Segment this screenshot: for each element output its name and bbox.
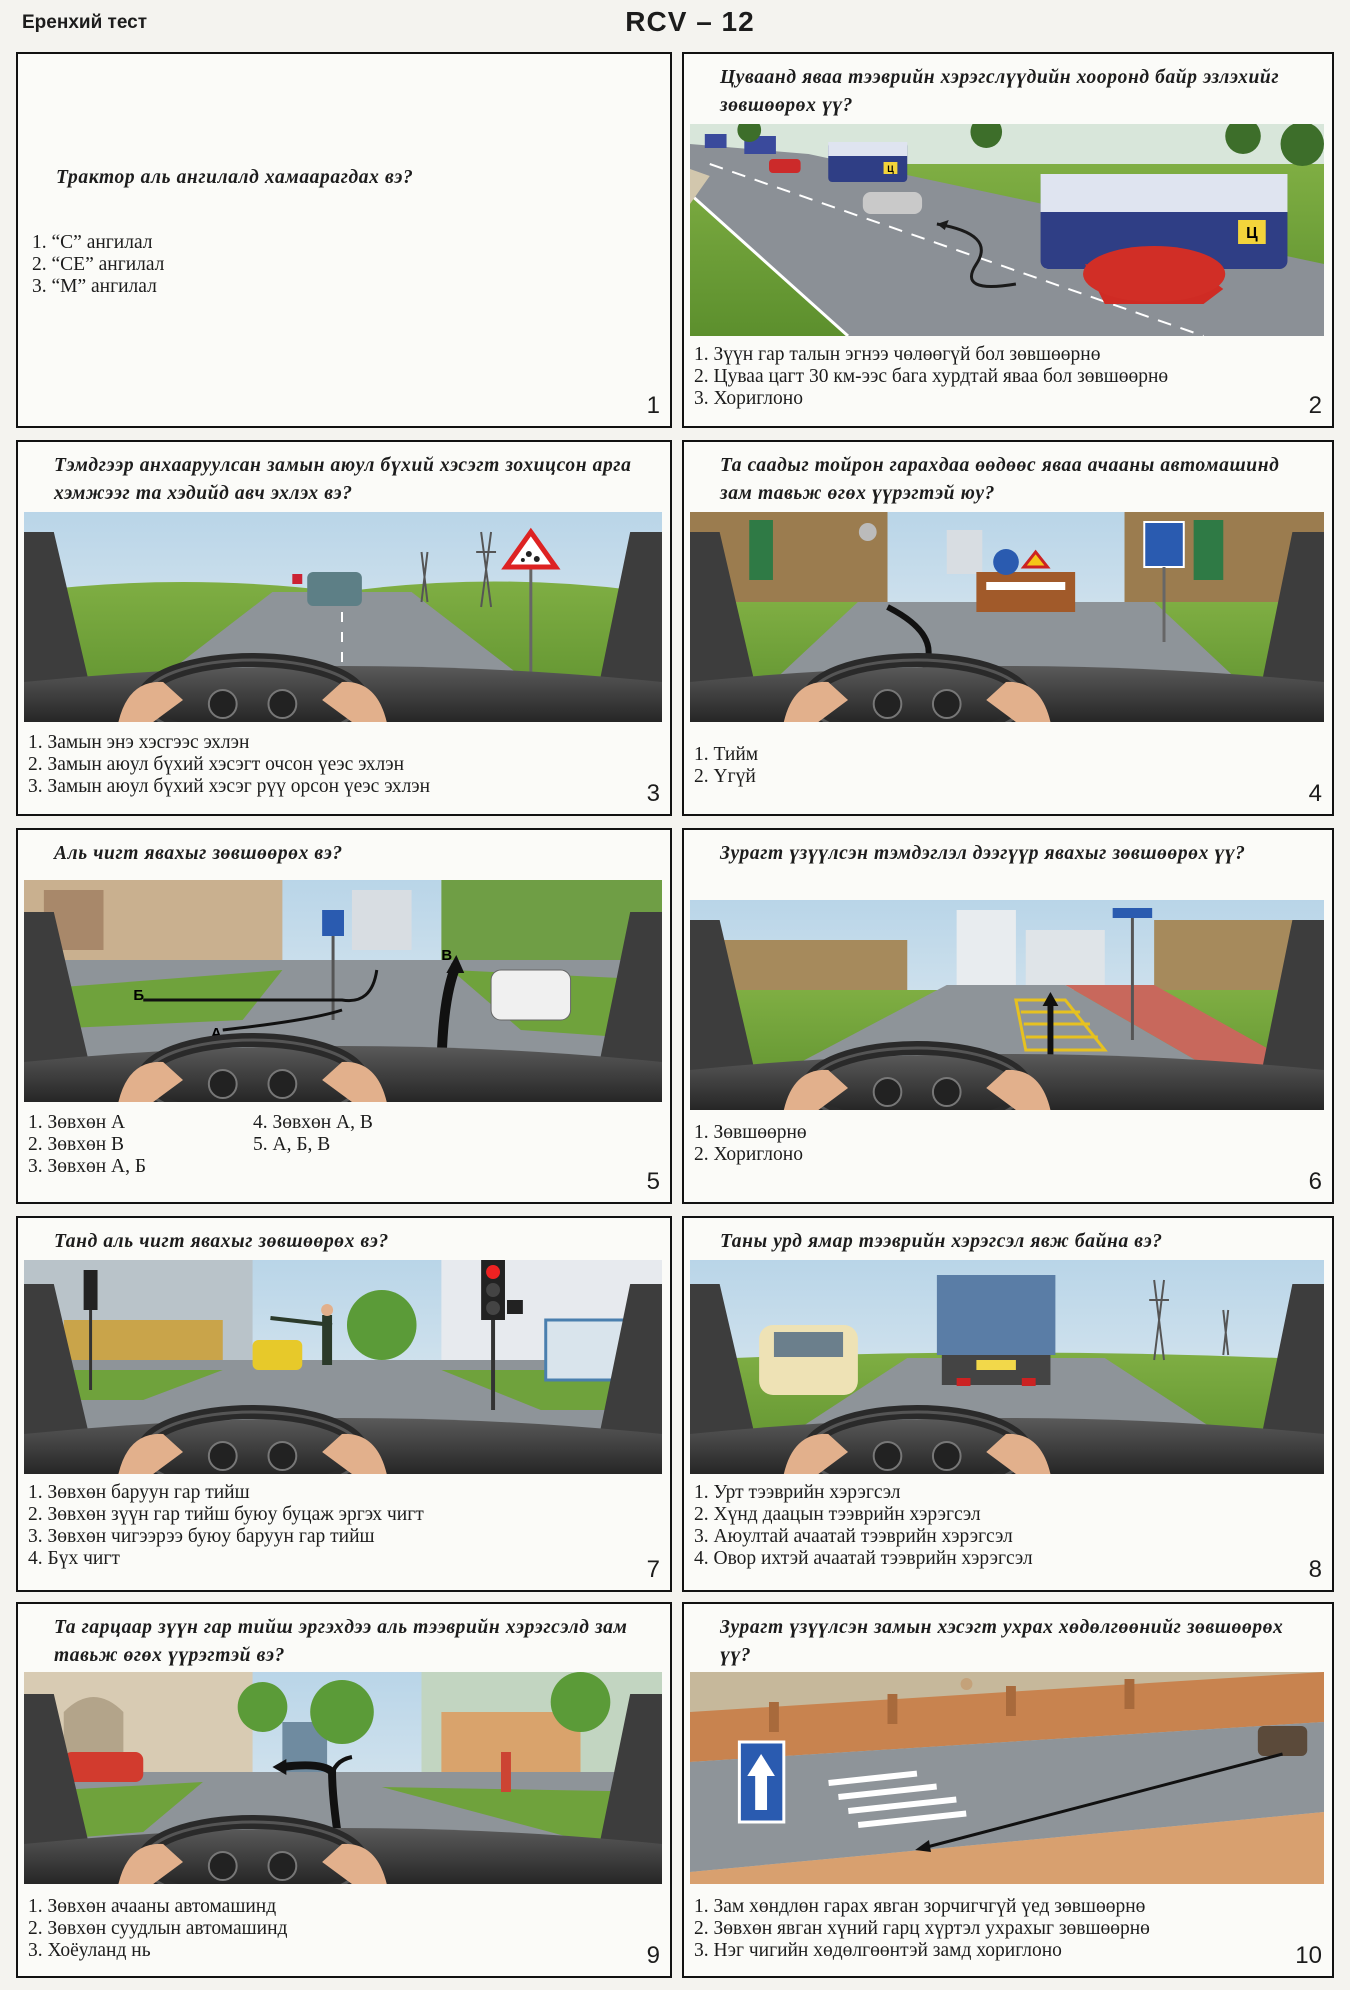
test-code: RCV – 12 — [625, 6, 755, 37]
road-illustration — [690, 900, 1324, 1110]
answer-option-1[interactable]: 1. Зөвшөөрнө — [694, 1122, 807, 1143]
answer-list — [694, 744, 1322, 788]
answer-option-2[interactable]: 2. Хориглоно — [694, 1144, 803, 1165]
direction-label-a: А — [210, 1024, 222, 1043]
question-number: 2 — [1308, 392, 1322, 419]
answer-list — [32, 232, 660, 298]
question-text: Зурагт үзүүлсэн тэмдэглэл дээгүүр явахыг зөвшөөрөх үү? — [720, 843, 1246, 864]
answer-option-1[interactable]: 1. “С” ангилал — [32, 232, 153, 253]
question-number: 1 — [646, 392, 660, 419]
answer-option-2[interactable]: 2. Хүнд даацын тээврийн хэрэгсэл — [694, 1504, 981, 1525]
answer-option-3[interactable]: 3. Нэг чигийн хөдөлгөөнтэй замд хориглоно — [694, 1940, 1062, 1961]
question-card-2[interactable] — [682, 52, 1334, 428]
question-text: Зурагт үзүүлсэн замын хэсэгт ухрах хөдөлгөөнийг зөвшөөрөх үү? — [720, 1617, 1284, 1666]
answer-option-1[interactable]: 1. Зам хөндлөн гарах явган зорчигчгүй үед зөвшөөрнө — [694, 1896, 1146, 1917]
question-text: Аль чигт явахыг зөвшөөрөх вэ? — [54, 843, 343, 864]
answer-option-4[interactable]: 4. Бүх чигт — [28, 1548, 120, 1569]
answer-option-2[interactable]: 2. Цуваа цагт 30 км-ээс бага хурдтай яваа бол зөвшөөрнө — [694, 366, 1169, 387]
question-card-8[interactable] — [682, 1216, 1334, 1592]
answer-option-2[interactable]: 2. Зөвхөн явган хүний гарц хүртэл ухрахыг зөвшөөрнө — [694, 1918, 1150, 1939]
answer-option-1[interactable]: 1. Урт тээврийн хэрэгсэл — [694, 1482, 901, 1503]
answer-option-1[interactable]: 1. Зөвхөн баруун гар тийш — [28, 1482, 250, 1503]
answer-option-1[interactable]: 1. Зөвхөн ачааны автомашинд — [28, 1896, 277, 1917]
question-card-9[interactable] — [16, 1602, 672, 1978]
road-illustration — [690, 124, 1324, 336]
answer-option-1[interactable]: 1. Зөвхөн А — [28, 1112, 126, 1133]
answer-list — [694, 1122, 1322, 1166]
one-way-sign — [739, 1742, 783, 1822]
answer-list — [28, 1112, 660, 1178]
question-text: Танд аль чигт явахыг зөвшөөрөх вэ? — [54, 1231, 389, 1252]
answer-option-2[interactable]: 2. Үгүй — [694, 766, 756, 787]
answer-option-3[interactable]: 3. “М” ангилал — [32, 276, 157, 297]
answer-list — [694, 1482, 1322, 1570]
question-card-5[interactable] — [16, 828, 672, 1204]
answer-option-4[interactable]: 4. Зөвхөн А, В — [253, 1112, 373, 1133]
bus-mid — [828, 142, 907, 182]
answer-option-3[interactable]: 3. Зөвхөн чигээрээ буюу баруун гар тийш — [28, 1526, 375, 1547]
question-text: Та саадыг тойрон гарахдаа өөдөөс яваа ачааны автомашинд зам тавьж өгөх үүрэгтэй юу? — [720, 455, 1280, 504]
answer-option-2[interactable]: 2. Зөвхөн В — [28, 1134, 125, 1155]
question-number: 6 — [1308, 1168, 1322, 1195]
answer-column-2 — [253, 1112, 483, 1178]
question-card-3[interactable] — [16, 440, 672, 816]
test-category-label: Еренхий тест — [22, 12, 148, 33]
answer-option-3[interactable]: 3. Хоёуланд нь — [28, 1940, 151, 1961]
question-card-6[interactable] — [682, 828, 1334, 1204]
road-illustration — [24, 880, 662, 1102]
question-text: Трактор аль ангилалд хамаарагдах вэ? — [56, 167, 414, 188]
answer-column-1 — [28, 1112, 253, 1178]
question-number: 8 — [1308, 1556, 1322, 1583]
direction-label-b: Б — [133, 986, 145, 1005]
direction-label-v: В — [441, 946, 453, 965]
answer-option-4[interactable]: 4. Овор ихтэй ачаатай тээврийн хэрэгсэл — [694, 1548, 1033, 1569]
truck-ahead — [937, 1275, 1056, 1386]
answer-option-3[interactable]: 3. Зөвхөн А, Б — [28, 1156, 147, 1177]
answer-option-5[interactable]: 5. А, Б, В — [253, 1134, 331, 1155]
answer-list — [694, 344, 1322, 410]
question-number: 5 — [646, 1168, 660, 1195]
bus-label: Ц — [1246, 224, 1258, 243]
question-text: Цуваанд яваа тээврийн хэрэгслүүдийн хооронд байр эзлэхийг зөвшөөрөх үү? — [720, 67, 1280, 116]
road-illustration — [24, 1260, 662, 1474]
answer-list — [28, 1896, 660, 1962]
road-illustration — [24, 512, 662, 722]
answer-option-3[interactable]: 3. Замын аюул бүхий хэсэг рүү орсон үеэс эхлэн — [28, 776, 431, 797]
question-text: Та гарцаар зүүн гар тийш эргэхдээ аль тээврийн хэрэгсэлд зам тавьж өгөх үүрэгтэй вэ? — [54, 1617, 628, 1666]
answer-option-1[interactable]: 1. Тийм — [694, 744, 759, 765]
answer-option-1[interactable]: 1. Замын энэ хэсгээс эхлэн — [28, 732, 250, 753]
question-card-7[interactable] — [16, 1216, 672, 1592]
answer-option-1[interactable]: 1. Зүүн гар талын эгнээ чөлөөгүй бол зөвшөөрнө — [694, 344, 1101, 365]
question-number: 4 — [1308, 780, 1322, 807]
answer-option-2[interactable]: 2. Зөвхөн суудлын автомашинд — [28, 1918, 288, 1939]
road-illustration — [24, 1672, 662, 1884]
question-card-4[interactable] — [682, 440, 1334, 816]
question-number: 7 — [646, 1556, 660, 1583]
answer-list — [28, 732, 660, 798]
answer-option-2[interactable]: 2. Зөвхөн зүүн гар тийш буюу буцаж эргэх чигт — [28, 1504, 424, 1525]
answer-option-2[interactable]: 2. “СЕ” ангилал — [32, 254, 165, 275]
answer-option-3[interactable]: 3. Хориглоно — [694, 388, 803, 409]
bus-label: Ц — [887, 163, 894, 175]
question-number: 3 — [646, 780, 660, 807]
road-illustration — [690, 1260, 1324, 1474]
answer-option-2[interactable]: 2. Замын аюул бүхий хэсэгт очсон үеэс эхлэн — [28, 754, 405, 775]
question-card-10[interactable] — [682, 1602, 1334, 1978]
answer-list — [28, 1482, 660, 1570]
question-number: 10 — [1295, 1942, 1322, 1969]
answer-list — [694, 1896, 1322, 1962]
question-card-1[interactable] — [16, 52, 672, 428]
road-illustration — [690, 512, 1324, 722]
question-text: Тэмдгээр анхааруулсан замын аюул бүхий хэсэгт зохицсон арга хэмжээг та хэдийд авч эхлэх вэ? — [54, 455, 632, 504]
question-text: Таны урд ямар тээврийн хэрэгсэл явж байна вэ? — [720, 1231, 1163, 1252]
question-number: 9 — [646, 1942, 660, 1969]
road-illustration — [690, 1672, 1324, 1884]
answer-option-3[interactable]: 3. Аюултай ачаатай тээврийн хэрэгсэл — [694, 1526, 1013, 1547]
